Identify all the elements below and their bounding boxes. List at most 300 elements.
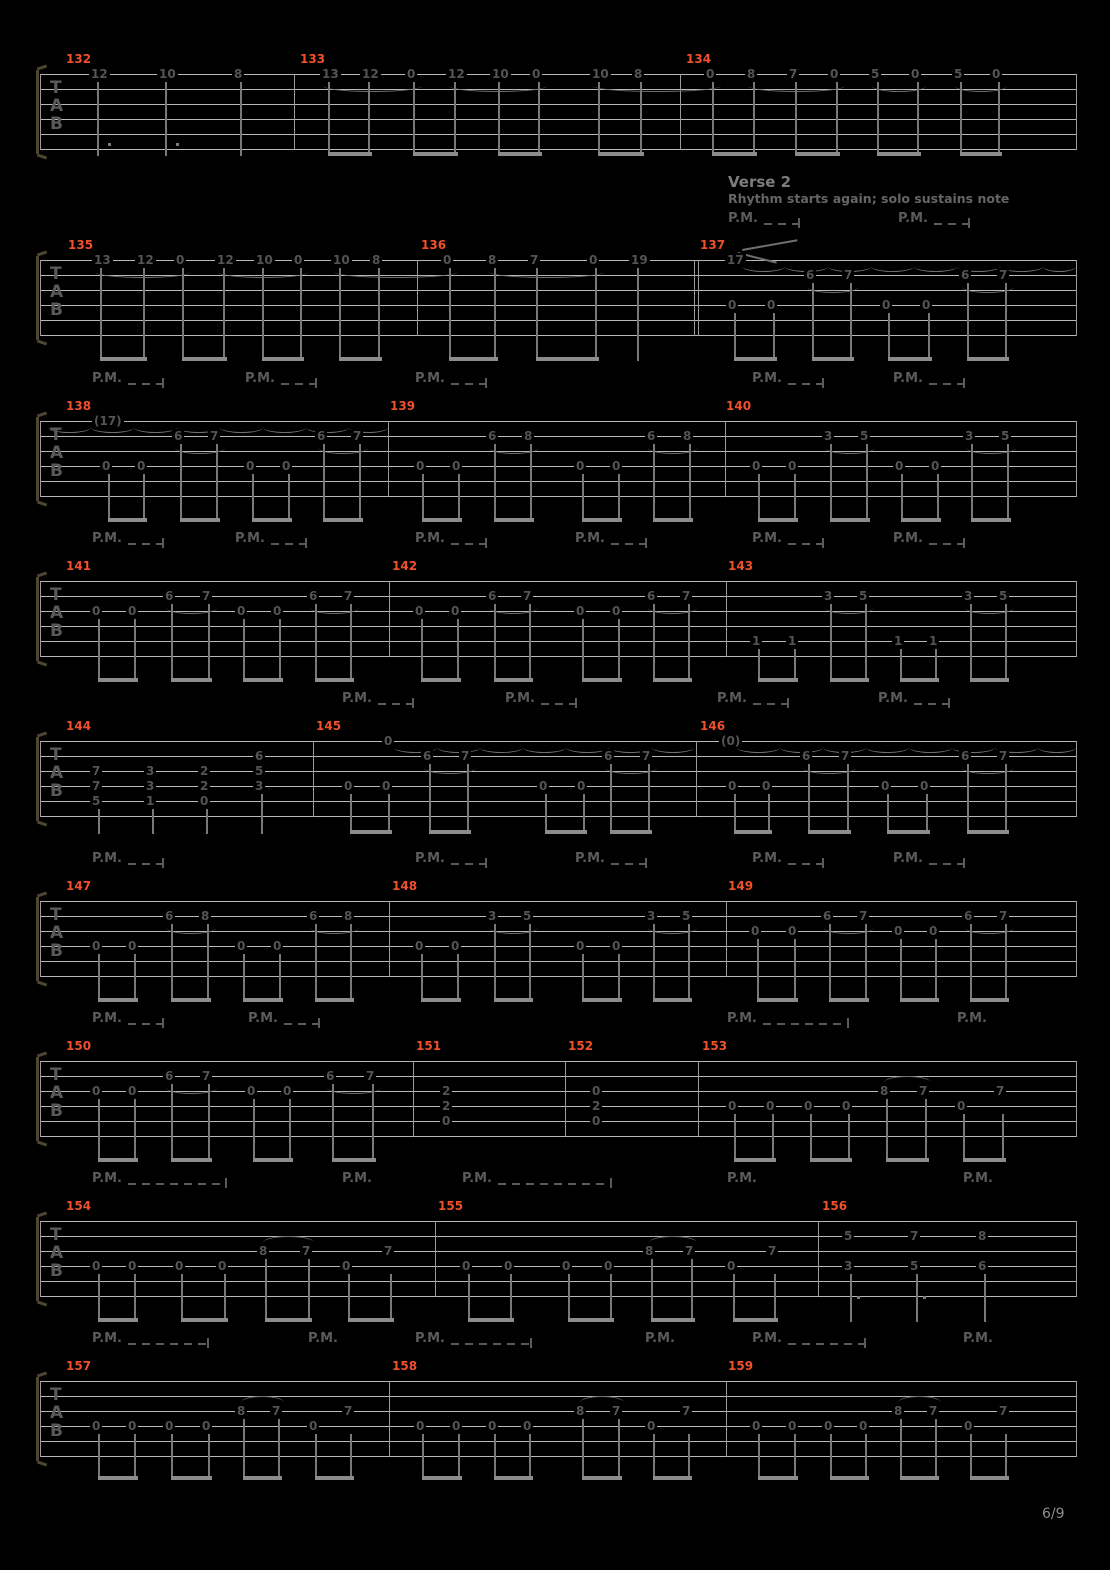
fret-number[interactable]: 3: [647, 909, 656, 923]
stem: [359, 444, 361, 522]
fret-number[interactable]: 0: [128, 939, 137, 953]
fret-number[interactable]: 3: [146, 779, 155, 793]
fret-number[interactable]: 3: [488, 909, 497, 923]
barline: [694, 260, 695, 336]
fret-number[interactable]: 0: [911, 67, 920, 81]
fret-number[interactable]: 0: [612, 939, 621, 953]
fret-number[interactable]: 0: [452, 1419, 461, 1433]
fret-number[interactable]: 0: [237, 939, 246, 953]
fret-number[interactable]: 0: [218, 1259, 227, 1273]
fret-number[interactable]: 6: [326, 1069, 335, 1083]
fret-number[interactable]: 0: [728, 1099, 737, 1113]
fret-number[interactable]: 0: [504, 1259, 513, 1273]
barline: [40, 74, 41, 150]
fret-number[interactable]: 2: [200, 764, 209, 778]
fret-number[interactable]: 0: [788, 1419, 797, 1433]
fret-number[interactable]: 8: [645, 1244, 654, 1258]
fret-number[interactable]: 7: [530, 253, 539, 267]
fret-number[interactable]: 19: [631, 253, 648, 267]
fret-number[interactable]: 5: [523, 909, 532, 923]
fret-number[interactable]: 12: [362, 67, 379, 81]
beam: [970, 678, 1009, 682]
fret-number[interactable]: 7: [682, 589, 691, 603]
fret-number[interactable]: 2: [442, 1099, 451, 1113]
fret-number[interactable]: 0: [451, 939, 460, 953]
stem: [208, 604, 210, 682]
fret-number[interactable]: 7: [272, 1404, 281, 1418]
fret-number[interactable]: 0: [92, 1084, 101, 1098]
barline: [1076, 1221, 1077, 1297]
palm-mute-label: P.M.: [893, 371, 923, 386]
fret-number[interactable]: 0: [247, 1084, 256, 1098]
fret-number[interactable]: 0: [592, 1084, 601, 1098]
palm-mute-label: P.M.: [342, 691, 372, 706]
palm-mute-dashes: [929, 543, 963, 545]
fret-number[interactable]: 0: [752, 459, 761, 473]
fret-number[interactable]: 0: [273, 939, 282, 953]
fret-number[interactable]: 8: [683, 429, 692, 443]
fret-number[interactable]: 8: [344, 909, 353, 923]
beam: [315, 678, 354, 682]
fret-number[interactable]: 0: [416, 459, 425, 473]
stem: [457, 619, 459, 682]
fret-number[interactable]: 0: [382, 779, 391, 793]
fret-number[interactable]: 0: [824, 1419, 833, 1433]
palm-mute-dashes: [929, 863, 963, 865]
fret-number[interactable]: 6: [165, 589, 174, 603]
fret-number[interactable]: 0: [612, 459, 621, 473]
stem: [653, 604, 655, 682]
fret-number[interactable]: 0: [577, 779, 586, 793]
stem: [494, 268, 496, 361]
fret-number[interactable]: 7: [999, 909, 1008, 923]
beam: [970, 998, 1009, 1002]
fret-number[interactable]: 0: [128, 604, 137, 618]
fret-number[interactable]: 1: [929, 634, 938, 648]
palm-mute-dashes: [451, 863, 485, 865]
fret-number[interactable]: 0: [92, 939, 101, 953]
fret-number[interactable]: 6: [488, 589, 497, 603]
fret-number[interactable]: 0: [344, 779, 353, 793]
fret-number[interactable]: (17): [94, 414, 122, 428]
fret-number[interactable]: 10: [592, 67, 609, 81]
beam: [971, 518, 1011, 522]
fret-number[interactable]: 0: [920, 779, 929, 793]
fret-number[interactable]: 0: [415, 939, 424, 953]
fret-number[interactable]: 0: [562, 1259, 571, 1273]
staff-line: [40, 1136, 1076, 1137]
stem: [278, 1419, 280, 1480]
stem: [734, 1114, 736, 1162]
fret-number[interactable]: 0: [488, 1419, 497, 1433]
fret-number[interactable]: 0: [788, 459, 797, 473]
fret-number[interactable]: 6: [647, 429, 656, 443]
fret-number[interactable]: 7: [344, 589, 353, 603]
palm-mute-label: P.M.: [248, 1011, 278, 1026]
barline: [1076, 74, 1077, 150]
fret-number[interactable]: 7: [210, 429, 219, 443]
fret-number[interactable]: 7: [859, 909, 868, 923]
tie-chain-arc: [263, 422, 306, 433]
fret-number[interactable]: 3: [964, 589, 973, 603]
fret-number[interactable]: 0: [175, 1259, 184, 1273]
fret-number[interactable]: 0: [415, 604, 424, 618]
fret-number[interactable]: 10: [492, 67, 509, 81]
fret-number[interactable]: 0: [92, 1259, 101, 1273]
fret-number[interactable]: 3: [824, 429, 833, 443]
stem: [494, 604, 496, 682]
fret-number[interactable]: 7: [682, 1404, 691, 1418]
beam: [900, 1476, 939, 1480]
staff-line: [40, 816, 1076, 817]
beam: [468, 1318, 514, 1322]
fret-number[interactable]: 7: [919, 1084, 928, 1098]
fret-number[interactable]: 7: [202, 589, 211, 603]
fret-number[interactable]: 0: [532, 67, 541, 81]
fret-number[interactable]: 6: [823, 909, 832, 923]
stem: [794, 1434, 796, 1480]
fret-number[interactable]: 0: [128, 1419, 137, 1433]
fret-number[interactable]: 3: [844, 1259, 853, 1273]
fret-number[interactable]: 0: [882, 298, 891, 312]
fret-number[interactable]: 5: [1001, 429, 1010, 443]
fret-number[interactable]: 6: [964, 909, 973, 923]
fret-number[interactable]: 0: [957, 1099, 966, 1113]
fret-number[interactable]: 0: [752, 1419, 761, 1433]
stem: [651, 1259, 653, 1322]
fret-number[interactable]: 0: [576, 604, 585, 618]
fret-number[interactable]: 1: [146, 794, 155, 808]
stem: [830, 604, 832, 682]
palm-mute-label: P.M.: [645, 1331, 675, 1346]
fret-number[interactable]: 7: [929, 1404, 938, 1418]
fret-number[interactable]: 0: [407, 67, 416, 81]
palm-mute-label: P.M.: [727, 1171, 757, 1186]
fret-number[interactable]: 0: [462, 1259, 471, 1273]
fret-number[interactable]: 5: [954, 67, 963, 81]
fret-number[interactable]: 6: [802, 749, 811, 763]
stem: [830, 444, 832, 522]
stem: [733, 1274, 735, 1322]
fret-number[interactable]: 7: [996, 1084, 1005, 1098]
fret-number[interactable]: 10: [159, 67, 176, 81]
fret-number[interactable]: 13: [94, 253, 111, 267]
fret-number[interactable]: 7: [353, 429, 362, 443]
stem: [830, 1434, 832, 1480]
palm-mute-label: P.M.: [415, 371, 445, 386]
measure-number: 141: [66, 559, 92, 573]
fret-number[interactable]: 0: [859, 1419, 868, 1433]
beam: [967, 357, 1009, 361]
stem: [368, 82, 370, 156]
fret-number[interactable]: 0: [128, 1259, 137, 1273]
barline: [726, 581, 727, 657]
stem: [339, 268, 341, 361]
tab-clef-letter: A: [50, 603, 64, 623]
fret-number[interactable]: 8: [634, 67, 643, 81]
stem: [332, 1084, 334, 1162]
fret-number[interactable]: 0: [767, 298, 776, 312]
stem: [494, 1434, 496, 1480]
fret-number[interactable]: 0: [922, 298, 931, 312]
stem: [1005, 283, 1007, 361]
fret-number[interactable]: 6: [488, 429, 497, 443]
fret-number[interactable]: 0: [762, 779, 771, 793]
palm-mute-label: P.M.: [92, 851, 122, 866]
fret-number[interactable]: 0: [931, 459, 940, 473]
stem: [734, 313, 736, 361]
fret-number[interactable]: 0: [706, 67, 715, 81]
stem: [653, 924, 655, 1002]
fret-number[interactable]: 0: [894, 924, 903, 938]
measure-number: 140: [726, 399, 752, 413]
fret-number[interactable]: 8: [234, 67, 243, 81]
fret-number[interactable]: 6: [165, 909, 174, 923]
palm-mute-label: P.M.: [245, 371, 275, 386]
fret-number[interactable]: 8: [894, 1404, 903, 1418]
slur-arc: [310, 602, 359, 614]
fret-number[interactable]: 8: [576, 1404, 585, 1418]
fret-number[interactable]: 0: [788, 924, 797, 938]
fret-number[interactable]: 7: [523, 589, 532, 603]
fret-number[interactable]: 3: [824, 589, 833, 603]
system-bracket-hook-top: [37, 65, 47, 71]
fret-number[interactable]: 6: [647, 589, 656, 603]
fret-number[interactable]: 0: [728, 779, 737, 793]
stem: [970, 1434, 972, 1480]
fret-number[interactable]: 1: [752, 634, 761, 648]
fret-number[interactable]: 8: [488, 253, 497, 267]
system-bracket: [36, 1057, 39, 1141]
measure-number: 153: [702, 1039, 728, 1053]
staff-line: [40, 134, 1076, 135]
fret-number[interactable]: 6: [309, 909, 318, 923]
fret-number[interactable]: 7: [685, 1244, 694, 1258]
fret-number[interactable]: 5: [871, 67, 880, 81]
fret-number[interactable]: 2: [200, 779, 209, 793]
stem: [812, 283, 814, 361]
palm-mute-dashes: [929, 383, 963, 385]
fret-number[interactable]: 7: [642, 749, 651, 763]
fret-number[interactable]: 0: [452, 459, 461, 473]
fret-number[interactable]: 6: [317, 429, 326, 443]
measure-number: 148: [392, 879, 418, 893]
fret-number[interactable]: 8: [201, 909, 210, 923]
fret-number[interactable]: 6: [165, 1069, 174, 1083]
fret-number[interactable]: 7: [302, 1244, 311, 1258]
fret-number[interactable]: 12: [217, 253, 234, 267]
fret-number[interactable]: 3: [965, 429, 974, 443]
fret-number[interactable]: 0: [727, 1259, 736, 1273]
fret-number[interactable]: 7: [768, 1244, 777, 1258]
fret-number[interactable]: 0: [294, 253, 303, 267]
fret-number[interactable]: 8: [372, 253, 381, 267]
fret-number[interactable]: 7: [789, 67, 798, 81]
fret-number[interactable]: 7: [844, 268, 853, 282]
fret-number[interactable]: 0: [881, 779, 890, 793]
fret-number[interactable]: 0: [202, 1419, 211, 1433]
fret-number[interactable]: 0: [416, 1419, 425, 1433]
fret-number[interactable]: 0: [592, 1114, 601, 1128]
fret-number[interactable]: 3: [255, 779, 264, 793]
barline: [389, 581, 390, 657]
fret-number[interactable]: 7: [344, 1404, 353, 1418]
fret-number[interactable]: 0: [200, 794, 209, 808]
fret-number[interactable]: 6: [604, 749, 613, 763]
fret-number[interactable]: 0: [451, 604, 460, 618]
fret-number[interactable]: 0: [842, 1099, 851, 1113]
fret-number[interactable]: 0: [137, 459, 146, 473]
barline: [294, 74, 295, 150]
fret-number[interactable]: 17: [727, 253, 744, 267]
fret-number[interactable]: 10: [333, 253, 350, 267]
fret-number[interactable]: 7: [384, 1244, 393, 1258]
fret-number[interactable]: 7: [910, 1229, 919, 1243]
fret-number[interactable]: 12: [448, 67, 465, 81]
fret-number[interactable]: 0: [576, 939, 585, 953]
slur-arc: [965, 922, 1014, 934]
fret-number[interactable]: 5: [682, 909, 691, 923]
beam: [350, 830, 392, 834]
fret-number[interactable]: 7: [999, 1404, 1008, 1418]
fret-number[interactable]: 5: [860, 429, 869, 443]
fret-number[interactable]: 0: [273, 604, 282, 618]
fret-number[interactable]: 0: [443, 253, 452, 267]
fret-number[interactable]: 6: [423, 749, 432, 763]
fret-number[interactable]: 0: [165, 1419, 174, 1433]
fret-number[interactable]: 0: [964, 1419, 973, 1433]
fret-number[interactable]: 0: [612, 604, 621, 618]
fret-number[interactable]: 7: [841, 749, 850, 763]
fret-number[interactable]: 6: [961, 749, 970, 763]
fret-number[interactable]: 0: [237, 604, 246, 618]
fret-number[interactable]: 5: [910, 1259, 919, 1273]
fret-number[interactable]: 5: [92, 794, 101, 808]
palm-mute-end-tick: [610, 1178, 612, 1188]
fret-number[interactable]: 0: [128, 1084, 137, 1098]
fret-number[interactable]: 0: [751, 924, 760, 938]
fret-number[interactable]: 6: [255, 749, 264, 763]
stem: [315, 1434, 317, 1480]
fret-number[interactable]: 12: [137, 253, 154, 267]
fret-number[interactable]: 6: [174, 429, 183, 443]
fret-number[interactable]: 10: [256, 253, 273, 267]
fret-number[interactable]: 7: [612, 1404, 621, 1418]
fret-number[interactable]: 8: [747, 67, 756, 81]
fret-number[interactable]: 0: [539, 779, 548, 793]
fret-number[interactable]: 0: [309, 1419, 318, 1433]
fret-number[interactable]: 0: [283, 1084, 292, 1098]
stem: [582, 954, 584, 1002]
fret-number[interactable]: 6: [309, 589, 318, 603]
palm-mute-dashes: [128, 543, 162, 545]
fret-number[interactable]: 7: [202, 1069, 211, 1083]
fret-number[interactable]: 0: [342, 1259, 351, 1273]
slur-arc: [310, 922, 359, 934]
tab-clef-letter: T: [50, 585, 62, 605]
system-bracket: [36, 1217, 39, 1301]
fret-number[interactable]: 8: [259, 1244, 268, 1258]
fret-number[interactable]: 0: [589, 253, 598, 267]
fret-number[interactable]: 2: [442, 1084, 451, 1098]
fret-number[interactable]: 1: [788, 634, 797, 648]
fret-number[interactable]: 7: [92, 764, 101, 778]
fret-number[interactable]: 5: [255, 764, 264, 778]
fret-number[interactable]: 13: [322, 67, 339, 81]
fret-number[interactable]: 7: [366, 1069, 375, 1083]
palm-mute-end-tick: [948, 698, 950, 708]
fret-number[interactable]: 5: [844, 1229, 853, 1243]
fret-number[interactable]: 1: [894, 634, 903, 648]
fret-number[interactable]: 8: [237, 1404, 246, 1418]
fret-number[interactable]: 7: [92, 779, 101, 793]
fret-number[interactable]: 0: [282, 459, 291, 473]
fret-number[interactable]: 6: [806, 268, 815, 282]
palm-mute-label: P.M.: [963, 1331, 993, 1346]
fret-number[interactable]: 0: [92, 604, 101, 618]
fret-number[interactable]: 0: [576, 459, 585, 473]
beam: [830, 518, 870, 522]
slur-arc: [424, 762, 476, 774]
fret-number[interactable]: 2: [592, 1099, 601, 1113]
fret-number[interactable]: 0: [929, 924, 938, 938]
fret-number[interactable]: 0: [384, 734, 393, 748]
fret-number[interactable]: 7: [461, 749, 470, 763]
fret-number[interactable]: 0: [895, 459, 904, 473]
fret-number[interactable]: 0: [102, 459, 111, 473]
measure-number: 152: [568, 1039, 594, 1053]
fret-number[interactable]: 6: [961, 268, 970, 282]
fret-number[interactable]: 8: [524, 429, 533, 443]
fret-number[interactable]: 0: [246, 459, 255, 473]
fret-number[interactable]: 0: [442, 1114, 451, 1128]
measure-number: 134: [686, 52, 712, 66]
fret-number[interactable]: 0: [523, 1419, 532, 1433]
beam: [98, 678, 138, 682]
fret-number[interactable]: 0: [728, 298, 737, 312]
stem: [98, 1434, 100, 1480]
fret-number[interactable]: 0: [647, 1419, 656, 1433]
fret-number[interactable]: 0: [176, 253, 185, 267]
fret-number[interactable]: 7: [999, 749, 1008, 763]
fret-number[interactable]: 3: [146, 764, 155, 778]
fret-number[interactable]: 8: [880, 1084, 889, 1098]
fret-number[interactable]: 0: [92, 1419, 101, 1433]
fret-number[interactable]: 7: [999, 268, 1008, 282]
fret-number[interactable]: 0: [992, 67, 1001, 81]
fret-number[interactable]: 0: [830, 67, 839, 81]
stem: [1002, 1114, 1004, 1162]
fret-number[interactable]: 0: [766, 1099, 775, 1113]
stem: [171, 924, 173, 1002]
system-bracket: [36, 577, 39, 661]
fret-number[interactable]: 6: [978, 1259, 987, 1273]
beam: [536, 357, 599, 361]
stem: [1005, 604, 1007, 682]
fret-number[interactable]: 12: [91, 67, 108, 81]
measure-number: 143: [728, 559, 754, 573]
fret-number[interactable]: (0): [721, 734, 741, 748]
stem: [618, 474, 620, 522]
fret-number[interactable]: 5: [999, 589, 1008, 603]
fret-number[interactable]: 8: [978, 1229, 987, 1243]
stem: [328, 82, 330, 156]
fret-number[interactable]: 5: [859, 589, 868, 603]
fret-number[interactable]: 0: [604, 1259, 613, 1273]
beam: [421, 678, 461, 682]
fret-number[interactable]: 0: [804, 1099, 813, 1113]
stem: [413, 82, 415, 156]
